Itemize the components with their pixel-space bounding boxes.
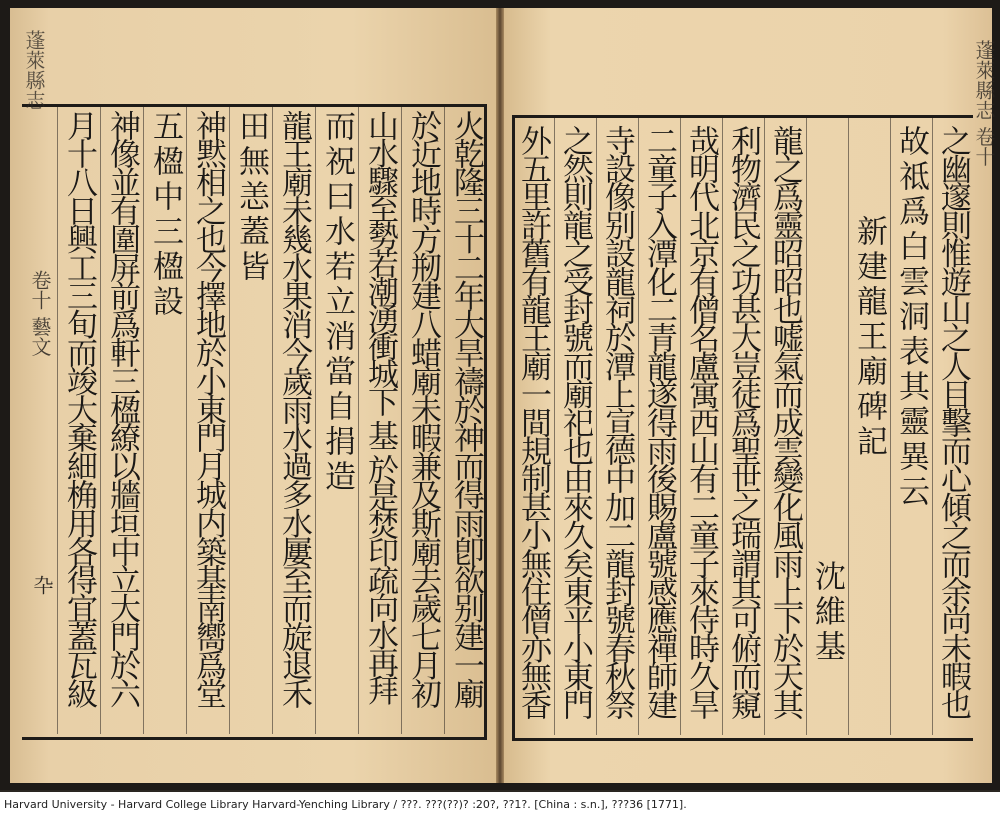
- column-rule: [932, 118, 933, 735]
- text-column: 月十八日興工三旬而竣大棄細桷用各得宜蓋瓦級: [61, 110, 97, 707]
- column-rule: [315, 107, 316, 734]
- text-column: 火乾隆三十二年大旱禱於神而得雨卽欲别建一廟: [448, 110, 484, 707]
- column-rule: [722, 118, 723, 735]
- column-rule: [57, 107, 58, 734]
- text-column: 故祗爲白雲洞表其靈異云: [893, 125, 929, 510]
- column-rule: [638, 118, 639, 735]
- column-rule: [229, 107, 230, 734]
- text-column: 龍王廟未幾水果消今歲雨水過多水屢至而旋退禾: [276, 110, 312, 707]
- column-rule: [100, 107, 101, 734]
- column-rule: [401, 107, 402, 734]
- text-column: 而祝曰水若立消當自捐造: [319, 110, 355, 495]
- text-column: 五楹中三楹設: [147, 110, 183, 320]
- column-rule: [806, 118, 807, 735]
- text-column: 利物濟民之功甚大豈徒爲聖世之瑞謂其可俯而窺: [725, 125, 761, 718]
- column-rule: [890, 118, 891, 735]
- text-column: 新建龍王廟碑記: [851, 215, 887, 460]
- column-rule: [764, 118, 765, 735]
- text-column: 神黙相之也今擇地於小東門月城内築基南嚮爲堂: [190, 110, 226, 707]
- text-column: 哉明代北京有僧名盧寓西山有二童子來侍時久旱: [683, 125, 719, 718]
- text-column: 於近地時方剏建八蜡廟未暇兼及斯廟去歲七月初: [405, 110, 441, 707]
- text-column: 外五里許舊有龍王廟一間規制甚小無住僧亦無香: [515, 125, 551, 718]
- column-rule: [680, 118, 681, 735]
- column-rule: [444, 107, 445, 734]
- library-caption: Harvard University - Harvard College Library Harvard-Yenching Library / ???. ???(??)? :20?, ??1?. [China : s.n.], ???36 [1771].: [0, 792, 1000, 817]
- text-column: 沈維基: [809, 560, 845, 665]
- left-edge-title: 蓬萊縣志: [22, 30, 46, 110]
- column-rule: [358, 107, 359, 734]
- text-column: 山水驟至勢若潮湧衝城下 基 於是焚印疏向水再拜: [362, 110, 398, 703]
- left-edge-label: 卷十 藝文: [28, 270, 52, 357]
- column-rule: [596, 118, 597, 735]
- column-rule: [848, 118, 849, 735]
- text-column: 二童子入潭化二青龍遂得雨後賜盧號感應禪師建: [641, 125, 677, 718]
- book-gutter: [496, 8, 504, 783]
- text-column: 之幽邃則惟遊山之人目擊而心傾之而余尚未暇也: [935, 125, 971, 718]
- text-column: 神像並有圍屏前爲軒三楹繚以牆垣中立大門於六: [104, 110, 140, 707]
- text-column: 龍之爲靈昭昭也嘘氣而成雲變化風雨上下於天其: [767, 125, 803, 718]
- left-page-number: 卆: [30, 575, 54, 595]
- text-column: 之然則龍之受封號而廟祀也由來久矣東平小東門: [557, 125, 593, 718]
- column-rule: [554, 118, 555, 735]
- column-rule: [272, 107, 273, 734]
- column-rule: [186, 107, 187, 734]
- text-column: 田無恙蓋皆: [233, 110, 269, 285]
- right-edge-title: 蓬萊縣志 卷十: [972, 40, 996, 167]
- text-column: 寺設像别設龍祠於潭上宣德中加二龍封號春秋祭: [599, 125, 635, 718]
- column-rule: [143, 107, 144, 734]
